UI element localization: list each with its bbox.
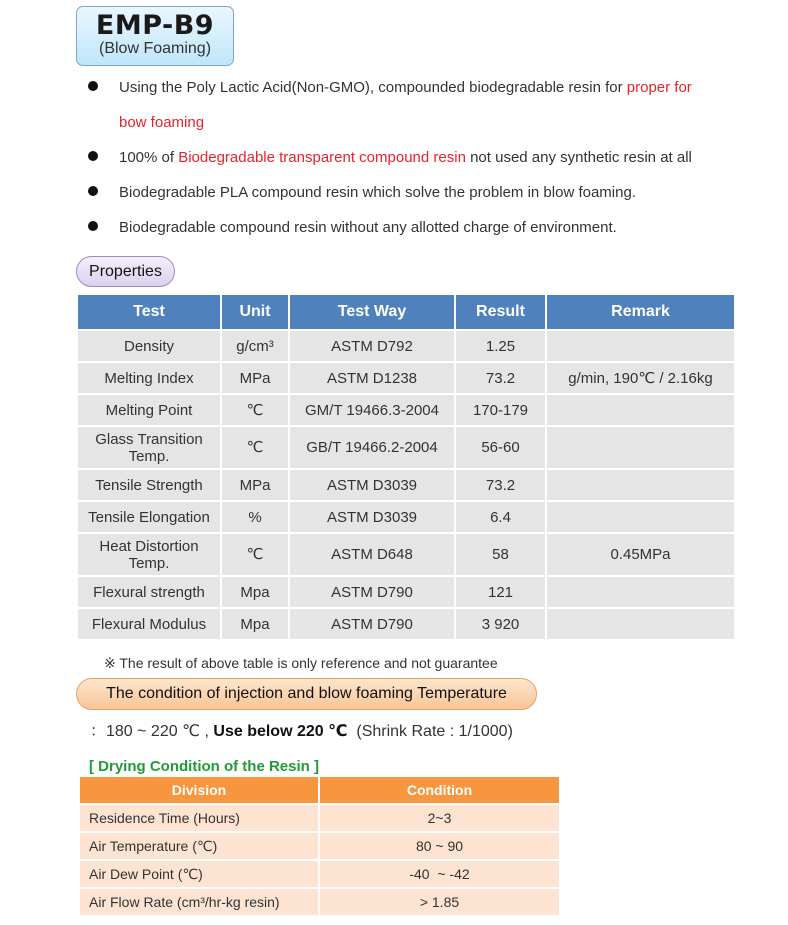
header-result: Result: [455, 294, 546, 330]
header-remark: Remark: [546, 294, 735, 330]
table-row: Flexural Modulus Mpa ASTM D790 3 920: [77, 608, 735, 640]
feature-item: Using the Poly Lactic Acid(Non-GMO), compounded biodegradable resin for proper for: [88, 70, 748, 105]
drying-header-row: [80, 777, 559, 804]
temperature-condition: ：180 ~ 220 ℃ , Use below 220 ℃ (Shrink Rate : 1/1000): [90, 723, 513, 740]
feature-item: Biodegradable compound resin without any allotted charge of environment.: [88, 210, 748, 245]
table-row: Air Temperature (℃) 80 ~ 90: [80, 832, 559, 860]
bullet-icon: [88, 81, 98, 91]
table-row: Melting Point ℃ GM/T 19466.3-2004 170-179: [77, 394, 735, 426]
table-row: Air Dew Point (℃) -40 ~ -42: [80, 860, 559, 888]
feature-list: [88, 70, 748, 245]
table-row: Air Flow Rate (cm³/hr-kg resin) > 1.85: [80, 888, 559, 916]
header-unit: Unit: [221, 294, 289, 330]
properties-label: Properties: [76, 256, 175, 287]
table-row: Melting Index MPa ASTM D1238 73.2 g/min, 190℃ / 2.16kg: [77, 362, 735, 394]
product-subtitle: (Blow Foaming): [98, 40, 212, 57]
table-row: Flexural strength Mpa ASTM D790 121: [77, 576, 735, 608]
product-title: EMP-B9: [95, 10, 215, 41]
table-row: Glass Transition Temp. ℃ GB/T 19466.2-2004 56-60: [77, 426, 735, 469]
header-condition: Condition: [319, 777, 559, 804]
table-disclaimer: ※ The result of above table is only reference and not guarantee: [104, 655, 498, 671]
bullet-icon: [88, 186, 98, 196]
drying-table: [80, 777, 559, 917]
product-title-box: [76, 6, 234, 66]
header-test-way: Test Way: [289, 294, 455, 330]
table-row: Residence Time (Hours) 2~3: [80, 804, 559, 832]
header-test: Test: [77, 294, 221, 330]
bullet-icon: [88, 151, 98, 161]
feature-item: 100% of Biodegradable transparent compound resin not used any synthetic resin at all: [88, 140, 748, 175]
table-row: Tensile Strength MPa ASTM D3039 73.2: [77, 469, 735, 501]
table-row: Density g/cm³ ASTM D792 1.25: [77, 330, 735, 362]
properties-table: [76, 293, 736, 641]
condition-label: The condition of injection and blow foaming Temperature: [76, 678, 537, 710]
feature-item-continued: bow foaming: [119, 114, 205, 131]
header-division: Division: [80, 777, 319, 804]
table-row: Tensile Elongation % ASTM D3039 6.4: [77, 501, 735, 533]
table-row: Heat Distortion Temp. ℃ ASTM D648 58 0.45MPa: [77, 533, 735, 576]
feature-item: Biodegradable PLA compound resin which solve the problem in blow foaming.: [88, 175, 748, 210]
bullet-icon: [88, 221, 98, 231]
drying-title: [ Drying Condition of the Resin ]: [89, 758, 319, 775]
properties-header-row: [77, 294, 735, 330]
